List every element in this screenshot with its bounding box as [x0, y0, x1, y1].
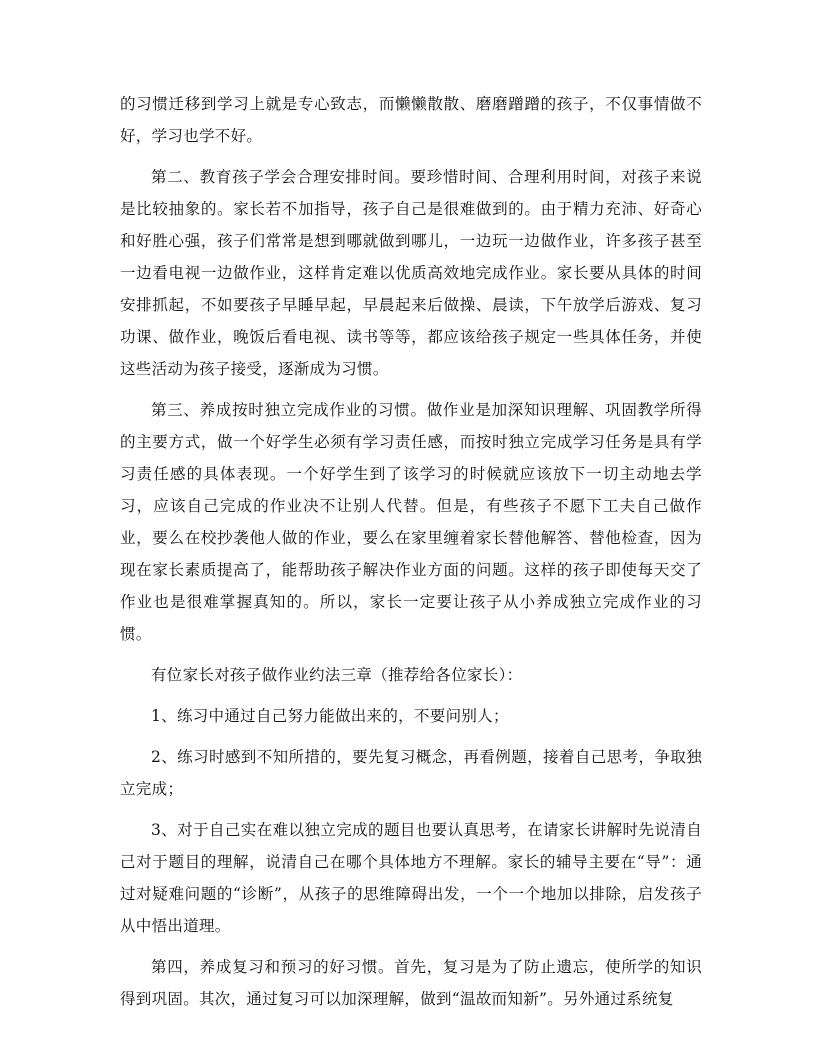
paragraph-rule-1: 1、练习中通过自己努力能做出来的，不要问别人；: [151, 707, 509, 725]
paragraph-rule-3: 3、对于自己实在难以独立完成的题目也要认真思考，在请家长讲解时先说清自己对于题目的理解，说清自己在哪个具体地方不理解。家长的辅导主要在“导”：通过对疑难问题的“诊断”，从孩子的思维障碍出发，一个一个地加以排除，启发孩子从中悟出道理。: [120, 821, 702, 935]
document-page: [120, 88, 702, 1015]
paragraph-three-rules-intro: 有位家长对孩子做作业约法三章（推荐给各位家长）：: [151, 666, 523, 684]
paragraph-time-management: 第二、教育孩子学会合理安排时间。要珍惜时间、合理利用时间，对孩子来说是比较抽象的。家长若不加指导，孩子自己是很难做到的。由于精力充沛、好奇心和好胜心强，孩子们常常是想到哪就做到哪儿，一边玩一边做作业，许多孩子甚至一边看电视一边做作业，这样肯定难以优质高效地完成作业。家长要从具体的时间安排抓起，不如要孩子早睡早起，早晨起来后做操、晨读，下午放学后游戏、复习功课、做作业，晚饭后看电视、读书等等，都应该给孩子规定一些具体任务，并使这些活动为孩子接受，逐渐成为习惯。: [120, 168, 702, 378]
paragraph-independent-homework: 第三、养成按时独立完成作业的习惯。做作业是加深知识理解、巩固教学所得的主要方式，做一个好学生必须有学习责任感，而按时独立完成学习任务是具有学习责任感的具体表现。一个好学生到了该学习的时候就应该放下一切主动地去学习，应该自己完成的作业决不让别人代替。但是，有些孩子不愿下工夫自己做作业，要么在校抄袭他人做的作业，要么在家里缠着家长替他解答、替他检查，因为现在家长素质提高了，能帮助孩子解决作业方面的问题。这样的孩子即使每天交了作业也是很难掌握真知的。所以，家长一定要让孩子从小养成独立完成作业的习惯。: [120, 401, 702, 643]
paragraph-rule-2: 2、练习时感到不知所措的，要先复习概念，再看例题，接着自己思考，争取独立完成；: [120, 748, 702, 798]
paragraph-habit-transfer: 的习惯迁移到学习上就是专心致志，而懒懒散散、磨磨蹭蹭的孩子，不仅事情做不好，学习也学不好。: [120, 95, 702, 145]
paragraph-review-preview: 第四，养成复习和预习的好习惯。首先，复习是为了防止遗忘，使所学的知识得到巩固。其次，通过复习可以加深理解，做到“温故而知新”。另外通过系统复: [120, 958, 702, 1008]
